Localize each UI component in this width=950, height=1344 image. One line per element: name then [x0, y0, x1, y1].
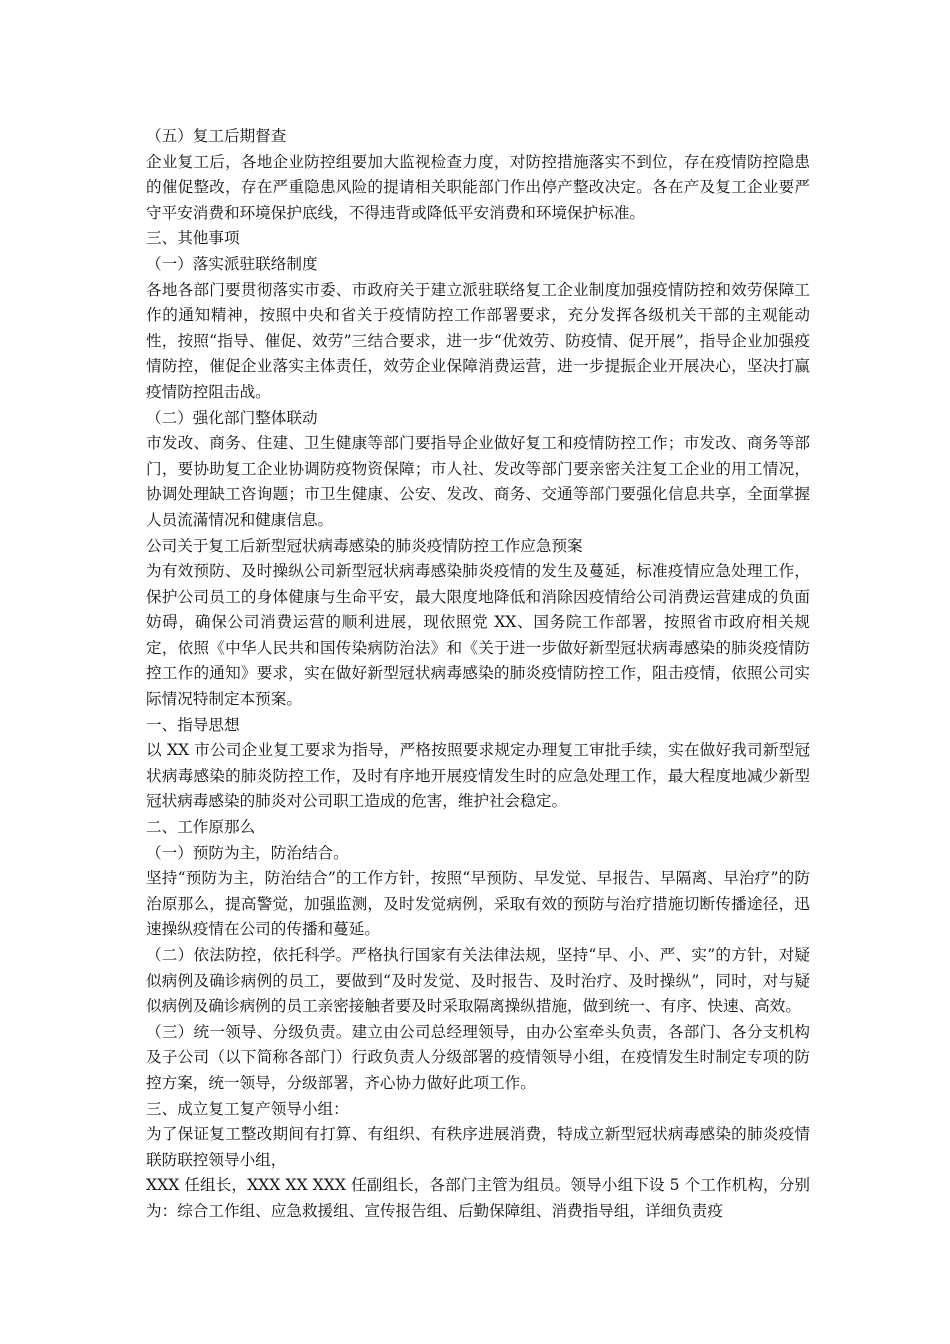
section-heading: 三、成立复工复产领导小组：	[146, 1099, 349, 1118]
section-heading: 二、工作原那么	[146, 818, 256, 837]
section-heading: （五）复工后期督查	[146, 127, 287, 145]
section-heading: 一、指导思想	[146, 715, 240, 734]
section-heading: 三、其他事项	[146, 229, 240, 248]
body-paragraph: 为了保证复工整改期间有打算、有组织、有秩序进展消费，特成立新型冠状病毒感染的肺炎疫情联防联控领导小组，	[146, 1125, 810, 1169]
section-heading: 公司关于复工后新型冠状病毒感染的肺炎疫情防控工作应急预案	[146, 536, 583, 555]
section-heading: （一）预防为主，防治结合。	[146, 843, 349, 862]
body-paragraph: 以 XX 市公司企业复工要求为指导，严格按照要求规定办理复工审批手续，实在做好我司新型冠状病毒感染的肺炎防控工作，及时有序地开展疫情发生时的应急处理工作，最大程度地减少新型冠状病毒感染的肺炎对公司职工造成的危害，维护社会稳定。	[146, 741, 810, 811]
section-heading: （二）强化部门整体联动	[146, 408, 318, 427]
document-body	[146, 124, 810, 1225]
body-paragraph: XXX 任组长，XXX XX XXX 任副组长，各部门主管为组员。领导小组下设 5 个工作机构，分别为：综合工作组、应急救援组、宣传报告组、后勤保障组、消费指导组，详细负责疫	[146, 1176, 810, 1220]
body-paragraph: 企业复工后，各地企业防控组要加大监视检查力度，对防控措施落实不到位，存在疫情防控隐患的催促整改，存在严重隐患风险的提请相关职能部门作出停产整改决定。各在产及复工企业要严守平安消费和环境保护底线，不得违背或降低平安消费和环境保护标准。	[146, 152, 810, 222]
body-paragraph: 坚持“预防为主，防治结合”的工作方针，按照“早预防、早发觉、早报告、早隔离、早治疗”的防治原那么，提高警觉，加强监测，及时发觉病例，采取有效的预防与治疗措施切断传播途径，迅速操纵疫情在公司的传播和蔓延。	[146, 869, 810, 939]
body-paragraph: （二）依法防控，依托科学。严格执行国家有关法律法规，坚持“早、小、严、实”的方针，对疑似病例及确诊病例的员工，要做到“及时发觉、及时报告、及时治疗、及时操纵”，同时，对与疑似病例及确诊病例的员工亲密接触者要及时采取隔离操纵措施，做到统一、有序、快速、高效。	[146, 946, 810, 1016]
body-paragraph: 市发改、商务、住建、卫生健康等部门要指导企业做好复工和疫情防控工作；市发改、商务等部门，要协助复工企业协调防疫物资保障；市人社、发改等部门要亲密关注复工企业的用工情况，协调处理缺工咨询题；市卫生健康、公安、发改、商务、交通等部门要强化信息共享，全面掌握人员流滿情况和健康信息。	[146, 434, 810, 529]
section-heading: （一）落实派驻联络制度	[146, 254, 318, 273]
body-paragraph: 为有效预防、及时操纵公司新型冠状病毒感染肺炎疫情的发生及蔓延，标准疫情应急处理工作，保护公司员工的身体健康与生命平安，最大限度地降低和消除因疫情给公司消费运营建成的负面妨碍，确保公司消费运营的顺利进展，现依照党 XX、国务院工作部署，按照省市政府相关规定，依照《中华人民共和国传染病防治法》和《关于进一步做好新型冠状病毒感染的肺炎疫情防控工作的通知》要求，实在做好新型冠状病毒感染的肺炎疫情防控工作，阻击疫情，依照公司实际情况特制定本预案。	[146, 562, 810, 709]
body-paragraph: 各地各部门要贯彻落实市委、市政府关于建立派驻联络复工企业制度加强疫情防控和效劳保障工作的通知精神，按照中央和省关于疫情防控工作部署要求，充分发挥各级机关干部的主观能动性，按照“指导、催促、效劳”三结合要求，进一步“优效劳、防疫情、促开展”，指导企业加强疫情防控，催促企业落实主体责任，效劳企业保障消费运营，进一步提振企业开展决心，坚决打赢疫情防控阻击战。	[146, 280, 810, 401]
body-paragraph: （三）统一领导、分级负责。建立由公司总经理领导，由办公室牵头负责，各部门、各分支机构及子公司（以下简称各部门）行政负责人分级部署的疫情领导小组，在疫情发生时制定专项的防控方案，统一领导，分级部署，齐心协力做好此项工作。	[146, 1022, 810, 1092]
